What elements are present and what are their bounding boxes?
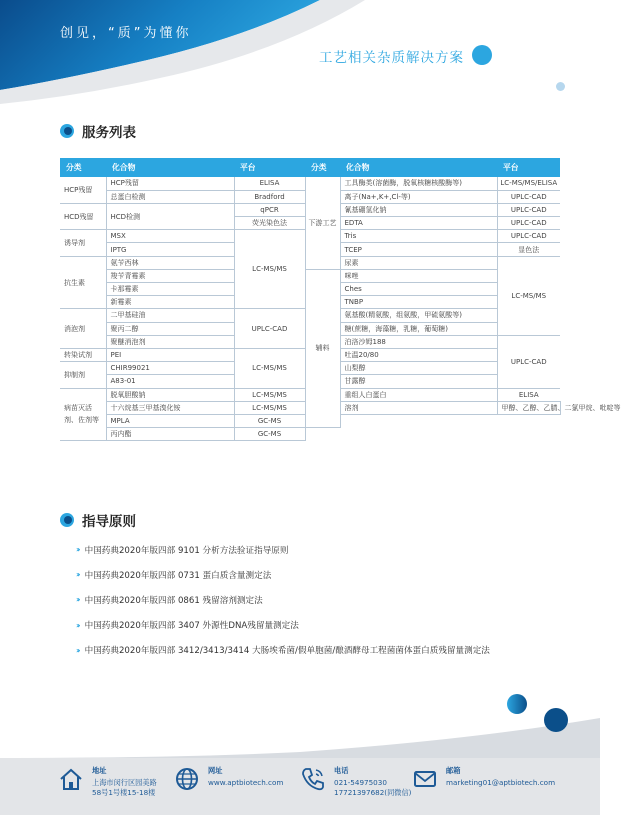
- table-row: [60, 428, 560, 441]
- website-link[interactable]: www.aptbiotech.com: [208, 778, 284, 787]
- footer-address: [58, 766, 157, 798]
- guideline-text: 中国药典2020年版四部 3407 外源性DNA残留量测定法: [84, 621, 299, 632]
- col-header: 平台: [234, 158, 305, 177]
- platform-cell: LC-MS/MS: [234, 401, 305, 414]
- email-link[interactable]: marketing01@aptbiotech.com: [446, 778, 556, 787]
- compound-cell: HCD检测: [106, 203, 234, 229]
- compound-cell: EDTA: [340, 217, 497, 230]
- compound-cell: 十六烷基三甲基溴化铵: [106, 401, 234, 414]
- category-cell: 下游工艺: [305, 177, 340, 269]
- col-header: 分类: [60, 158, 106, 177]
- compound-cell: 氨苄西林: [106, 256, 234, 269]
- compound-cell: 二甲基硅油: [106, 309, 234, 322]
- category-cell: 溶剂: [340, 401, 497, 414]
- guidelines-list: [76, 537, 576, 663]
- header-swoosh: [0, 0, 600, 120]
- empty-cell: [497, 414, 560, 427]
- platform-cell: UPLC-CAD: [497, 203, 560, 216]
- compound-cell: 甲醇、乙醇、乙腈、二氯甲烷、吡啶等: [497, 401, 560, 414]
- page-header: [0, 0, 600, 120]
- globe-icon: [174, 766, 200, 792]
- compound-cell: HCP残留: [106, 177, 234, 190]
- double-chevron-icon: ››: [76, 545, 79, 555]
- platform-cell: LC-MS/MS: [497, 256, 560, 335]
- phone-icon: [300, 766, 326, 792]
- table-row: [60, 269, 560, 282]
- platform-cell: 荧光染色法: [234, 217, 305, 230]
- address-line-1: 上海市闵行区园美路: [92, 778, 157, 787]
- guidelines-heading: [60, 510, 136, 530]
- empty-cell: [305, 428, 340, 441]
- services-title: 服务列表: [82, 125, 136, 141]
- platform-cell: GC-MS: [234, 414, 305, 427]
- compound-cell: PEI: [106, 348, 234, 361]
- empty-cell: [340, 428, 497, 441]
- category-cell: 诱导剂: [60, 230, 106, 256]
- list-item: [76, 613, 576, 638]
- compound-cell: 甘露醇: [340, 375, 497, 388]
- platform-cell: LC-MS/MS/ELISA: [497, 177, 560, 190]
- compound-cell: 离子(Na+,K+,Cl-等): [340, 190, 497, 203]
- category-cell: 病苗灭活剂、佐剂等: [60, 388, 106, 441]
- services-heading: [60, 121, 136, 141]
- table-header-row: [60, 158, 560, 177]
- compound-cell: 氰基硼氢化钠: [340, 203, 497, 216]
- platform-cell: UPLC-CAD: [497, 335, 560, 388]
- compound-cell: 聚丙二醇: [106, 322, 234, 335]
- compound-cell: 山梨醇: [340, 362, 497, 375]
- platform-cell: LC-MS/MS: [234, 230, 305, 309]
- double-chevron-icon: ››: [76, 645, 79, 655]
- footer-phone: [300, 766, 411, 798]
- compound-cell: Tris: [340, 230, 497, 243]
- header-dot-large: [472, 45, 492, 65]
- address-label: 地址: [92, 766, 107, 775]
- page-footer: [0, 758, 600, 815]
- address-line-2: 58号1号楼15-18楼: [92, 788, 156, 797]
- section-bullet-icon: [60, 513, 74, 527]
- col-header: 分类: [305, 158, 340, 177]
- platform-cell: UPLC-CAD: [497, 217, 560, 230]
- platform-cell: UPLC-CAD: [234, 309, 305, 349]
- platform-cell: qPCR: [234, 203, 305, 216]
- platform-cell: ELISA: [497, 388, 560, 401]
- compound-cell: 泊洛沙姆188: [340, 335, 497, 348]
- compound-cell: 卡那霉素: [106, 283, 234, 296]
- section-bullet-icon: [60, 124, 74, 138]
- compound-cell: CHIR99021: [106, 362, 234, 375]
- platform-cell: UPLC-CAD: [497, 190, 560, 203]
- col-header: 平台: [497, 158, 560, 177]
- phone-label: 电话: [334, 766, 349, 775]
- footer-email: [412, 766, 555, 792]
- compound-cell: 重组人白蛋白: [340, 388, 497, 401]
- double-chevron-icon: ››: [76, 570, 79, 580]
- platform-cell: LC-MS/MS: [234, 348, 305, 388]
- phone-line-2[interactable]: 17721397682(同微信): [334, 788, 412, 797]
- slogan: 创见，“质”为懂你: [60, 26, 192, 41]
- compound-cell: 新霉素: [106, 296, 234, 309]
- list-item: [76, 587, 576, 612]
- home-icon: [58, 766, 84, 792]
- compound-cell: IPTG: [106, 243, 234, 256]
- double-chevron-icon: ››: [76, 620, 79, 630]
- mail-icon: [412, 766, 438, 792]
- category-cell: 消泡剂: [60, 309, 106, 349]
- compound-cell: Ches: [340, 283, 497, 296]
- compound-cell: TNBP: [340, 296, 497, 309]
- empty-cell: [497, 428, 560, 441]
- guideline-text: 中国药典2020年版四部 0731 蛋白质含量测定法: [84, 570, 272, 581]
- empty-cell: [340, 414, 497, 427]
- list-item: [76, 537, 576, 562]
- compound-cell: 总蛋白检测: [106, 190, 234, 203]
- compound-cell: 脱氧胆酸钠: [106, 388, 234, 401]
- platform-cell: GC-MS: [234, 428, 305, 441]
- double-chevron-icon: ››: [76, 595, 79, 605]
- category-cell: HCD残留: [60, 203, 106, 229]
- email-label: 邮箱: [446, 766, 461, 775]
- list-item: [76, 562, 576, 587]
- website-label: 网址: [208, 766, 223, 775]
- header-dot-small: [556, 82, 565, 91]
- category-cell: 辅料: [305, 269, 340, 427]
- compound-cell: 工具酶类(溶菌酶，脱氧核糖核酸酶等): [340, 177, 497, 190]
- compound-cell: A83-01: [106, 375, 234, 388]
- category-cell: 抗生素: [60, 256, 106, 309]
- platform-cell: ELISA: [234, 177, 305, 190]
- list-item: [76, 638, 576, 663]
- compound-cell: MPLA: [106, 414, 234, 427]
- guideline-text: 中国药典2020年版四部 9101 分析方法验证指导原则: [84, 545, 289, 556]
- compound-cell: MSX: [106, 230, 234, 243]
- compound-cell: 氨基酸(精氨酸，组氨酸，甲硫氨酸等): [340, 309, 497, 322]
- category-cell: 抑制剂: [60, 362, 106, 388]
- table-row: [60, 177, 560, 190]
- solution-title: 工艺相关杂质解决方案: [319, 50, 464, 66]
- services-table: [60, 158, 621, 441]
- compound-cell: TCEP: [340, 243, 497, 256]
- guideline-text: 中国药典2020年版四部 3412/3413/3414 大肠埃希菌/假单胞菌/酿酒酵母工程菌菌体蛋白质残留量测定法: [84, 646, 490, 657]
- guidelines-title: 指导原则: [82, 514, 136, 530]
- category-cell: 转染试剂: [60, 348, 106, 361]
- compound-cell: 聚醚消泡剂: [106, 335, 234, 348]
- platform-cell: 显色法: [497, 243, 560, 256]
- compound-cell: 咪唑: [340, 269, 497, 282]
- col-header: 化合物: [106, 158, 234, 177]
- footer-website: [174, 766, 283, 792]
- platform-cell: UPLC-CAD: [497, 230, 560, 243]
- compound-cell: 羧苄青霉素: [106, 269, 234, 282]
- footer-swoosh: [0, 700, 600, 760]
- compound-cell: 尿素: [340, 256, 497, 269]
- platform-cell: Bradford: [234, 190, 305, 203]
- compound-cell: 丙内酯: [106, 428, 234, 441]
- col-header: 化合物: [340, 158, 497, 177]
- phone-line-1[interactable]: 021-54975030: [334, 778, 387, 787]
- platform-cell: LC-MS/MS: [234, 388, 305, 401]
- compound-cell: 吐温20/80: [340, 348, 497, 361]
- category-cell: HCP残留: [60, 177, 106, 203]
- guideline-text: 中国药典2020年版四部 0861 残留溶剂测定法: [84, 595, 263, 606]
- compound-cell: 糖(蔗糖，海藻糖，乳糖，葡萄糖): [340, 322, 497, 335]
